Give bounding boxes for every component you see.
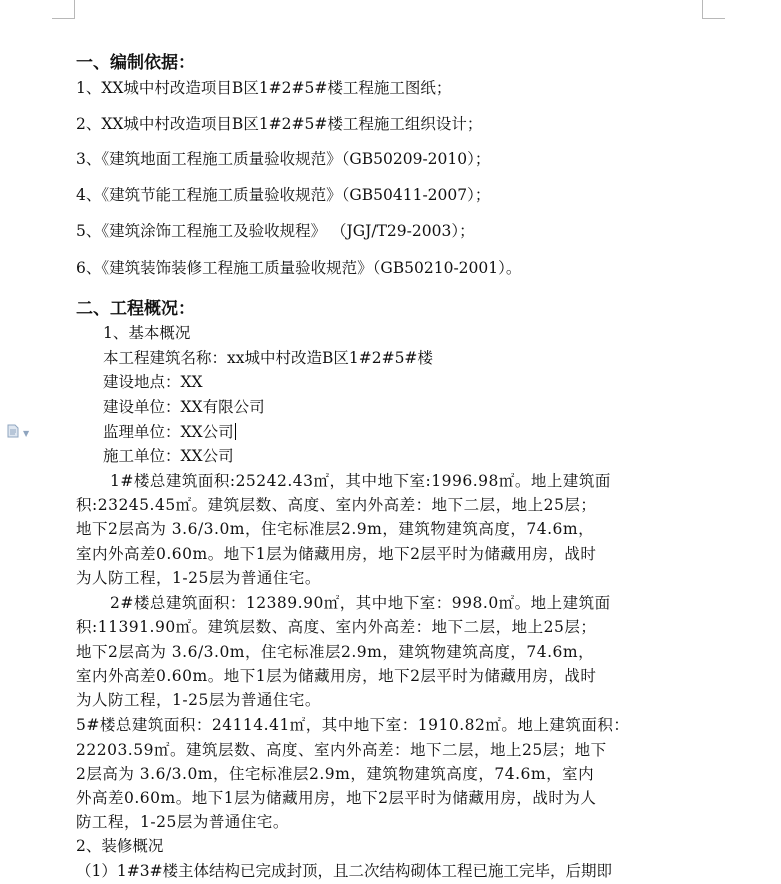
- page-corner-mark-right: [702, 0, 725, 19]
- basis-item-4: 4、《建筑节能工程施工质量验收规范》（GB50411-2007）；: [76, 186, 491, 204]
- info-developer: 建设单位：XX有限公司: [103, 398, 265, 416]
- para2-line-2: 积:11391.90㎡。建筑层数、高度、室内外高差：地下二层，地上25层；: [76, 618, 597, 636]
- para3-line-1: 5#楼总建筑面积：24114.41㎡，其中地下室：1910.82㎡。地上建筑面积：: [76, 716, 630, 734]
- para3-line-2: 22203.59㎡。建筑层数、高度、室内外高差：地下二层，地上25层；地下: [76, 741, 607, 759]
- section-heading-basis: 一、编制依据：: [76, 53, 195, 73]
- section-heading-overview: 二、工程概况：: [76, 299, 195, 319]
- para1-line-4: 室内外高差0.60m。地下1层为储藏用房，地下2层平时为储藏用房，战时: [76, 545, 597, 563]
- basis-item-3: 3、《建筑地面工程施工质量验收规范》（GB50209-2010）；: [76, 150, 491, 168]
- para3-line-3: 2层高为 3.6/3.0m，住宅标准层2.9m，建筑物建筑高度，74.6m，室内: [76, 765, 595, 783]
- para2-line-3: 地下2层高为 3.6/3.0m，住宅标准层2.9m，建筑物建筑高度，74.6m，: [76, 643, 595, 661]
- para1-line-1: 1#楼总建筑面积:25242.43㎡，其中地下室:1996.98㎡。地上建筑面: [110, 472, 611, 490]
- para3-line-4: 外高差0.60m。地下1层为储藏用房，地下2层平时为储藏用房，战时为人: [76, 789, 597, 807]
- info-project-name: 本工程建筑名称：xx城中村改造B区1#2#5#楼: [103, 349, 433, 367]
- info-location: 建设地点：XX: [103, 373, 203, 391]
- subheading-basic: 1、基本概况: [103, 324, 191, 342]
- para2-line-4: 室内外高差0.60m。地下1层为储藏用房，地下2层平时为储藏用房，战时: [76, 667, 597, 685]
- para2-line-5: 为人防工程，1-25层为普通住宅。: [76, 691, 321, 709]
- info-supervisor-text: 监理单位：XX公司: [103, 423, 234, 441]
- para3-line-5: 防工程，1-25层为普通住宅。: [76, 813, 289, 831]
- basis-item-2: 2、XX城中村改造项目B区1#2#5#楼工程施工组织设计；: [76, 115, 483, 133]
- basis-item-6: 6、《建筑装饰装修工程施工质量验收规范》（GB50210-2001）。: [76, 259, 522, 277]
- para1-line-5: 为人防工程，1-25层为普通住宅。: [76, 569, 321, 587]
- para1-line-2: 积:23245.45㎡。建筑层数、高度、室内外高差：地下二层，地上25层；: [76, 496, 597, 514]
- decoration-line-1: （1）1#3#楼主体结构已完成封顶，且二次结构砌体工程已施工完毕，后期即: [76, 862, 613, 880]
- document-paragraph-icon[interactable]: [7, 424, 19, 438]
- subheading-decoration: 2、装修概况: [76, 837, 164, 855]
- para2-line-1: 2#楼总建筑面积：12389.90㎡，其中地下室：998.0㎡。地上建筑面: [110, 594, 611, 612]
- info-supervisor[interactable]: [103, 421, 236, 443]
- chevron-down-icon[interactable]: ▼: [23, 429, 30, 438]
- basis-item-5: 5、《建筑涂饰工程施工及验收规程》 （JGJ/T29-2003）；: [76, 222, 475, 240]
- text-cursor: [235, 423, 236, 440]
- basis-item-1: 1、XX城中村改造项目B区1#2#5#楼工程施工图纸；: [76, 79, 452, 97]
- para1-line-3: 地下2层高为 3.6/3.0m，住宅标准层2.9m，建筑物建筑高度，74.6m，: [76, 520, 595, 538]
- info-contractor: 施工单位：XX公司: [103, 447, 234, 465]
- page-corner-mark-left: [52, 0, 75, 19]
